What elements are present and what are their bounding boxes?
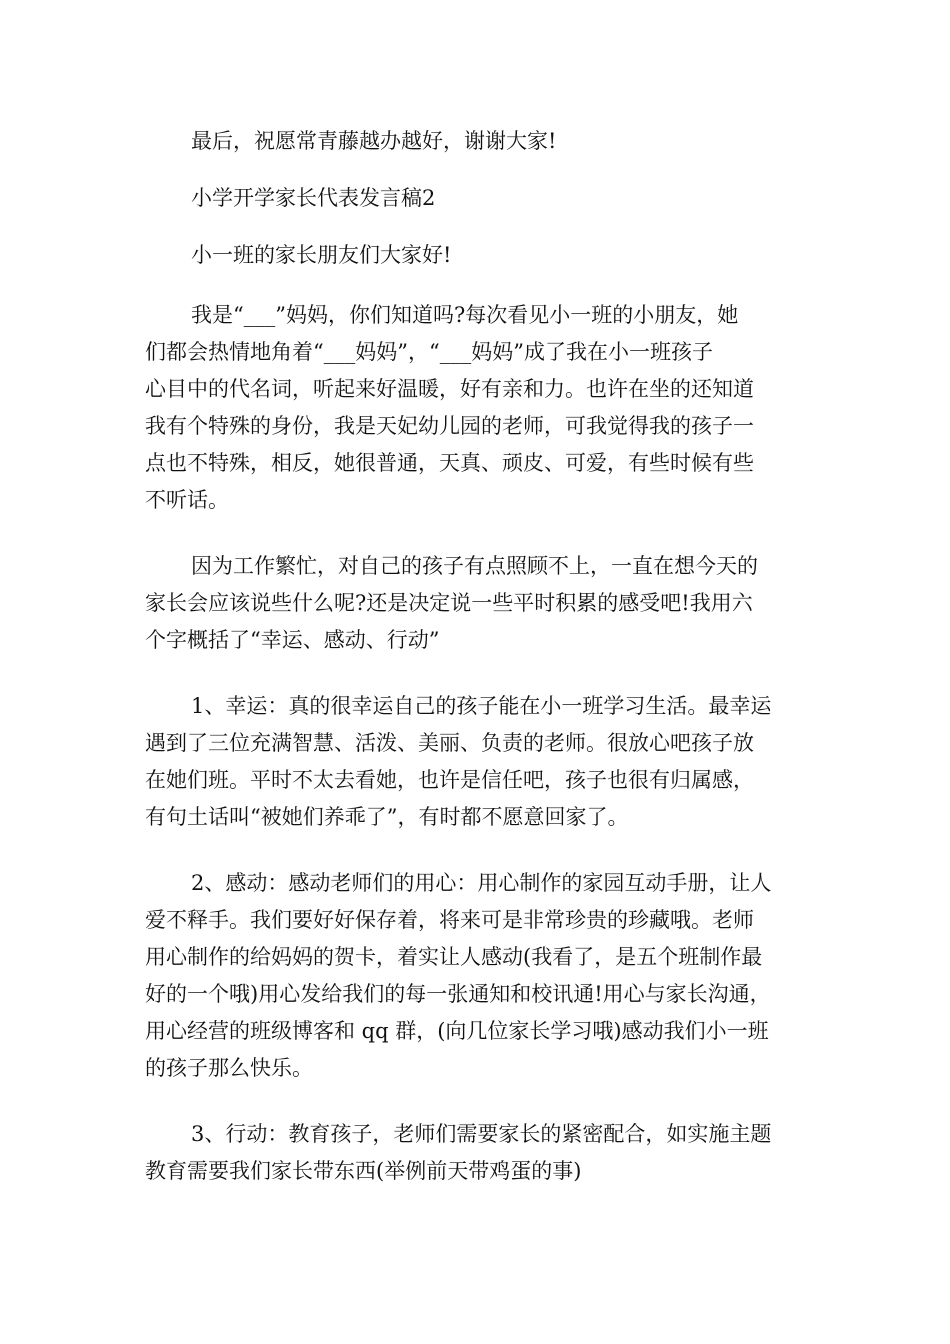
- paragraph-line: 用心经营的班级博客和 qq 群，(向几位家长学习哦)感动我们小一班: [145, 1019, 769, 1043]
- paragraph-line: 3、行动：教育孩子，老师们需要家长的紧密配合，如实施主题: [191, 1122, 772, 1146]
- greeting-line: 小一班的家长朋友们大家好!: [191, 243, 452, 267]
- paragraph-line: 遇到了三位充满智慧、活泼、美丽、负责的老师。很放心吧孩子放: [145, 731, 754, 755]
- paragraph-line: 教育需要我们家长带东西(举例前天带鸡蛋的事): [145, 1159, 582, 1183]
- paragraph-moved: [145, 865, 811, 1087]
- paragraph-line: 我有个特殊的身份，我是天妃幼儿园的老师，可我觉得我的孩子一: [145, 414, 754, 438]
- paragraph-line: 因为工作繁忙，对自己的孩子有点照顾不上，一直在想今天的: [191, 554, 758, 578]
- paragraph-line: 用心制作的给妈妈的贺卡，着实让人感动(我看了，是五个班制作最: [145, 945, 763, 969]
- paragraph-line: 在她们班。平时不太去看她，也许是信任吧，孩子也很有归属感，: [145, 768, 754, 792]
- closing-line: 最后，祝愿常青藤越办越好，谢谢大家!: [191, 129, 557, 153]
- paragraph-action: [145, 1116, 811, 1190]
- paragraph-line: 2、感动：感动老师们的用心：用心制作的家园互动手册，让人: [191, 871, 772, 895]
- speech-title: 小学开学家长代表发言稿2: [191, 186, 436, 210]
- paragraph-line: 好的一个哦)用心发给我们的每一张通知和校讯通!用心与家长沟通，: [145, 982, 771, 1006]
- paragraph-line: 个字概括了“幸运、感动、行动”: [145, 628, 440, 652]
- paragraph-intro: [145, 297, 811, 519]
- paragraph-busy: [145, 548, 811, 659]
- paragraph-line: 不听话。: [145, 488, 229, 512]
- paragraph-line: 1、幸运：真的很幸运自己的孩子能在小一班学习生活。最幸运: [191, 694, 772, 718]
- paragraph-line: 心目中的代名词，听起来好温暖，好有亲和力。也许在坐的还知道: [145, 377, 754, 401]
- paragraph-lucky: [145, 688, 811, 836]
- paragraph-line: 我是“___”妈妈，你们知道吗?每次看见小一班的小朋友，她: [191, 303, 739, 327]
- paragraph-line: 点也不特殊，相反，她很普通，天真、顽皮、可爱，有些时候有些: [145, 451, 754, 475]
- paragraph-line: 们都会热情地角着“___妈妈”，“___妈妈”成了我在小一班孩子: [145, 340, 713, 364]
- paragraph-line: 爱不释手。我们要好好保存着，将来可是非常珍贵的珍藏哦。老师: [145, 908, 754, 932]
- paragraph-line: 的孩子那么快乐。: [145, 1056, 313, 1080]
- document-body: [145, 126, 811, 1219]
- paragraph-line: 家长会应该说些什么呢?还是决定说一些平时积累的感受吧!我用六: [145, 591, 753, 615]
- paragraph-line: 有句土话叫“被她们养乖了”，有时都不愿意回家了。: [145, 805, 629, 829]
